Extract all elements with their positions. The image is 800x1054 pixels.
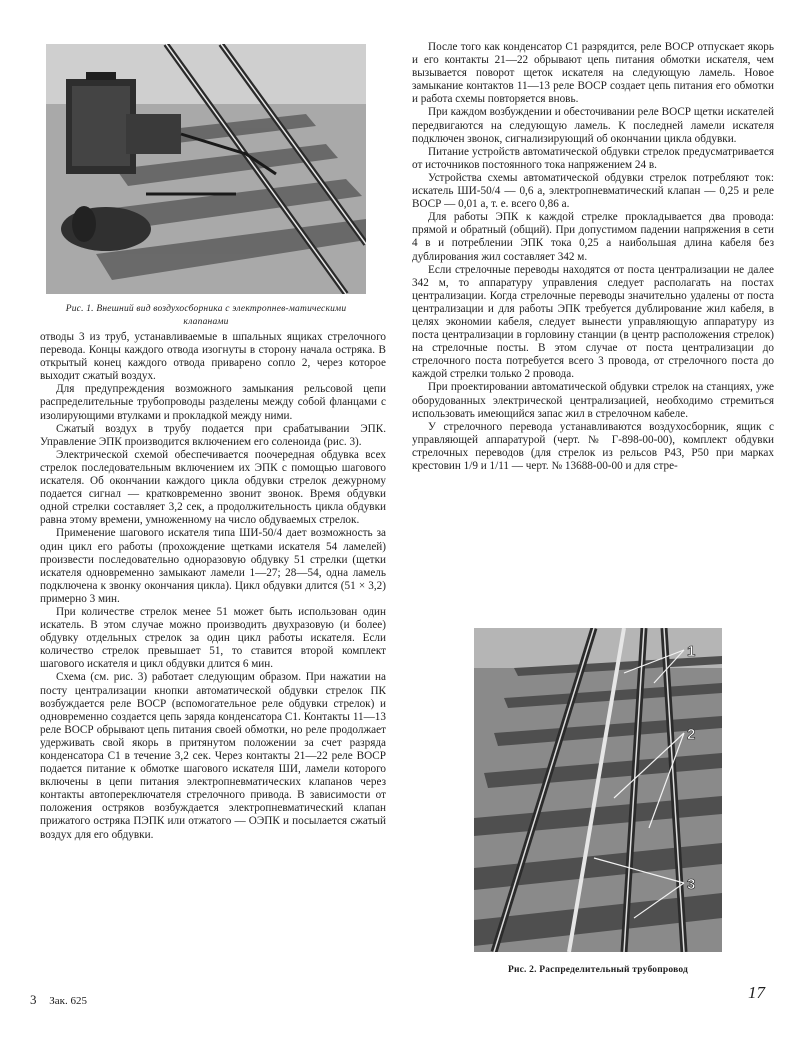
left-paragraph-5: Применение шагового искателя типа ШИ-50/4 дает возможность за один цикл его работы (прохождение щетками искателя 54 ламелей) произвести последовательно одноразовую обдувку 51 стрелки (щетки искателя одновременно замыкают ламели 1—27; 28—54, одна ламель подключена к звонку окончания цикла). Цикл обдувки длится (51 × 3,2) примерно 3 мин. [40, 527, 386, 605]
right-paragraph-7: При проектировании автоматической обдувки стрелок на станциях, уже оборудованных электрической централизацией, необходимо стремиться использовать имеющийся запас жил в стрелочном кабеле. [412, 381, 774, 420]
right-paragraph-4: Устройства схемы автоматической обдувки стрелок потребляют ток: искатель ШИ-50/4 — 0,6 а, электропневматический клапан — 0,25 и реле ВОСР — 0,01 а, т. е. всего 0,86 а. [412, 171, 774, 211]
figure-1-caption: Рис. 1. Внешний вид воздухосборника с электропнев-матическими клапанами [65, 304, 347, 327]
order-number: Зак. 625 [49, 995, 87, 1007]
right-paragraph-3: Питание устройств автоматической обдувки стрелок предусматривается от источников постоянного тока напряжением 24 в. [412, 145, 774, 171]
footer-signature [30, 992, 87, 1008]
left-column-text [40, 331, 386, 842]
callout-2: 2 [687, 726, 696, 743]
left-paragraph-3: Сжатый воздух в трубу подается при срабатывании ЭПК. Управление ЭПК производится включением его соленоида (рис. 3). [40, 422, 386, 448]
right-paragraph-1: После того как конденсатор С1 разрядится, реле ВОСР отпускает якорь и его контакты 21—22 обрывают цепь питания обмотки искателя, чем вызывается поворот щеток искателя на следующую ламель. Новое замыкание контактов 11—13 реле ВОСР создает цепь питания его обмотки и работа схемы повторяется вновь. [412, 41, 774, 106]
left-paragraph-7: Схема (см. рис. 3) работает следующим образом. При нажатии на посту централизации кнопки автоматической обдувки стрелок ПК возбуждается реле ВОСР (вспомогательное реле обдувки стрелок) и одновременно создается цепь заряда конденсатора С1. Контакты 11—13 реле ВОСР обрывают цепь питания своей обмотки, но реле продолжает удерживать свой якорь в притянутом положении за счет разряда конденсатора С1 в течение 3,2 сек. Через контакты 21—22 реле ВОСР подается питание к обмотке шагового искателя ШИ, ламели которого включены в цепи питания электропневматических клапанов через контакты автопереключателя стрелочного привода. В зависимости от положения остряков возбуждается электропневматический клапан прижатого остряка ПЭПК или отжатого — ОЭПК и посылается сжатый воздух для его обдувки. [40, 671, 386, 841]
left-paragraph-6: При количестве стрелок менее 51 может быть использован один искатель. В этом случае можно производить двухразовую (и более) обдувку отдельных стрелок за один цикл работы искателя. Если количество стрелок превышает 51, то ставится второй комплект шагового искателя и цикл обдувки длится 6 мин. [40, 605, 386, 671]
figure-1-illustration [46, 44, 366, 294]
figure-2-photo [474, 628, 722, 952]
right-paragraph-2: При каждом возбуждении и обесточивании реле ВОСР щетки искателей передвигаются на следующую ламель. К последней ламели искателя подключен звонок, сигнализирующий об окончании цикла обдувки. [412, 106, 774, 145]
figure-2-caption: Рис. 2. Распределительный трубопровод [507, 965, 689, 975]
right-column-text [412, 41, 774, 473]
right-paragraph-5: Для работы ЭПК к каждой стрелке прокладывается два провода: прямой и обратный (общий). При допустимом падении напряжения в сети 4 в и потреблении ЭПК тока 0,25 а наибольшая длина кабеля без дублирования жил составляет 342 м. [412, 211, 774, 263]
page-number: 17 [748, 983, 765, 1002]
figure-1-photo [46, 44, 366, 294]
left-paragraph-1: отводы 3 из труб, устанавливаемые в шпальных ящиках стрелочного перевода. Концы каждого отвода изогнуты в сторону начала остряка. В открытый конец каждого отвода приварено сопло 2, через которое выходит сжатый воздух. [40, 331, 386, 383]
left-paragraph-2: Для предупреждения возможного замыкания рельсовой цепи распределительные трубопроводы разделены между собой фланцами с изолирующими втулками и прокладкой между ними. [40, 383, 386, 422]
right-paragraph-6: Если стрелочные переводы находятся от поста централизации не далее 342 м, то аппаратуру управления следует располагать на постах централизации. Когда стрелочные переводы значительно удалены от поста централизации и для работы ЭПК требуется дублирование жил кабеля, в целях экономии кабеля, следует вынести управляющую аппаратуру из поста централизации в горловину станции (в центр расположения стрелок) на стрелочные посты. В этом случае от поста централизации до стрелочного поста потребуется всего 3 провода, от стрелочного поста до каждой стрелки только 2 провода. [412, 263, 774, 381]
left-paragraph-4: Электрической схемой обеспечивается поочередная обдувка всех стрелок последовательным включением их ЭПК с помощью шагового искателя. Об окончании каждого цикла обдувки стрелок дежурному подается сигнал — кратковременно звонит звонок. Время обдувки одной стрелки составляет 3,2 сек, а продолжительность цикла обдувки равна этому времени, умноженному на число обдуваемых стрелок. [40, 448, 386, 527]
figure-2-illustration [474, 628, 722, 952]
callout-3: 3 [687, 876, 696, 893]
right-paragraph-8: У стрелочного перевода устанавливаются воздухосборник, ящик с управляющей аппаратурой (черт. № Г-898-00-00), комплект обдувки стрелочных переводов (для стрелок из рельсов Р43, Р50 при марках крестовин 1/9 и 1/11 — черт. № 13688-00-00 и для стре- [412, 420, 774, 472]
callout-1: 1 [687, 643, 696, 660]
signature-number: 3 [30, 992, 37, 1007]
